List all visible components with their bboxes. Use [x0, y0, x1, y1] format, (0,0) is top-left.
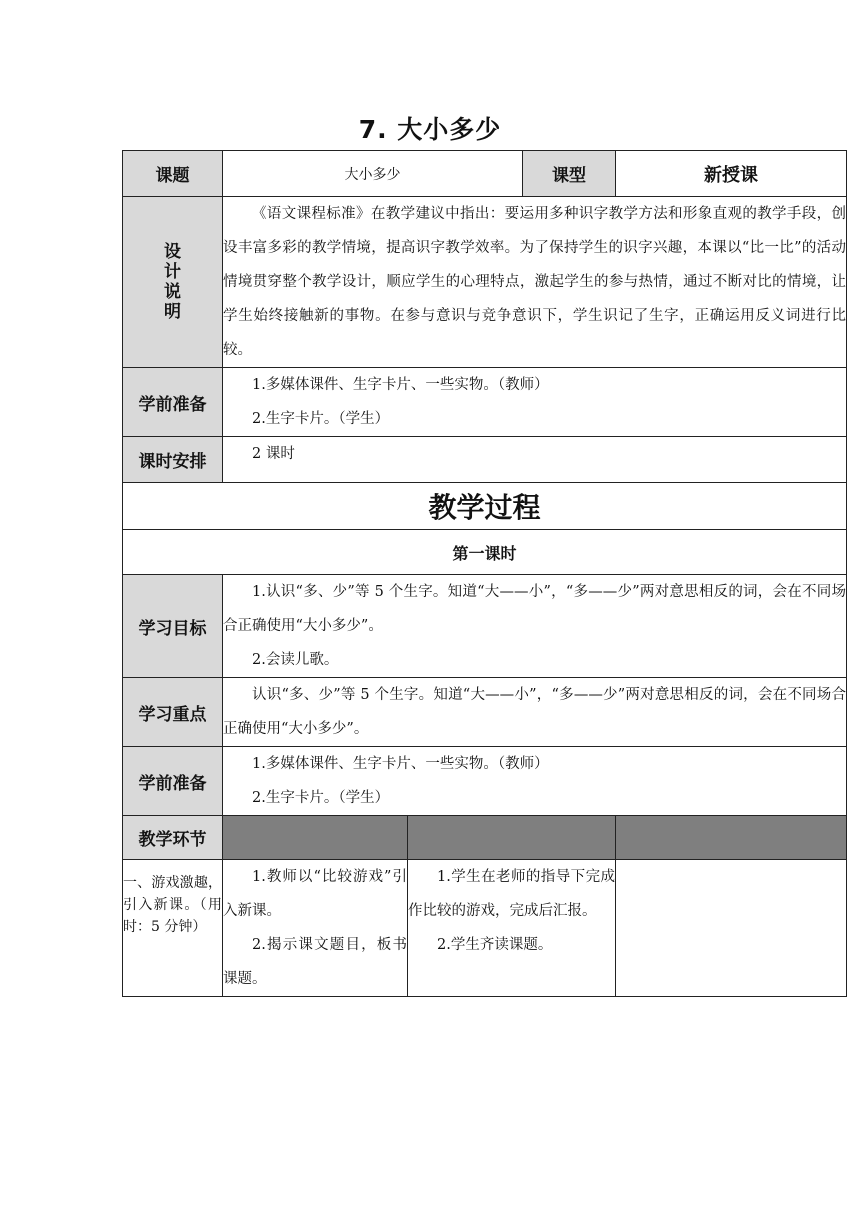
goals-row [123, 575, 847, 678]
prep1-row [123, 368, 847, 437]
topic-row [123, 151, 847, 197]
lesson-title: 第一课时 [123, 530, 847, 575]
schedule-cell [223, 437, 847, 483]
step1-student-1: 1.学生在老师的指导下完成作比较的游戏，完成后汇报。 [408, 869, 615, 919]
design-text-cell [223, 197, 847, 368]
step1-stage: 一、游戏激趣，引入新课。（用时：5 分钟） [123, 860, 223, 997]
process-title-row [123, 483, 847, 530]
type-label: 课型 [523, 151, 616, 197]
prep2-line-2: 2.生字卡片。（学生） [252, 790, 390, 806]
prep2-row [123, 747, 847, 816]
goals-line-2: 2.会读儿歌。 [252, 652, 339, 668]
document-title: 7. 大小多少 [358, 115, 502, 144]
goals-label: 学习目标 [123, 575, 223, 678]
prep2-cell [223, 747, 847, 816]
topic-value: 大小多少 [223, 151, 523, 197]
step1-student-cell [408, 860, 616, 997]
design-label-cell [123, 197, 223, 368]
process-title: 教学过程 [123, 483, 847, 530]
topic-label: 课题 [123, 151, 223, 197]
design-row [123, 197, 847, 368]
step1-teacher-2: 2.揭示课文题目，板书课题。 [223, 937, 407, 987]
steps-header-col4 [616, 816, 847, 860]
schedule-value: 2 课时 [252, 446, 295, 462]
steps-header-col2 [223, 816, 408, 860]
step1-notes [616, 860, 847, 997]
focus-text: 认识“多、少”等 5 个生字。知道“大——小”，“多——少”两对意思相反的词，会在不同场合正确使用“大小多少”。 [223, 687, 846, 737]
steps-header-row [123, 816, 847, 860]
step1-student-2: 2.学生齐读课题。 [437, 937, 553, 953]
design-label: 设计说明 [164, 242, 181, 322]
prep1-line-2: 2.生字卡片。（学生） [252, 411, 390, 427]
focus-label: 学习重点 [123, 678, 223, 747]
steps-header-label: 教学环节 [123, 816, 223, 860]
prep1-line-1: 1.多媒体课件、生字卡片、一些实物。（教师） [252, 377, 549, 393]
goals-cell [223, 575, 847, 678]
goals-line-1: 1.认识“多、少”等 5 个生字。知道“大——小”，“多——少”两对意思相反的词，会在不同场合正确使用“大小多少”。 [223, 584, 846, 634]
step1-teacher-1: 1.教师以“比较游戏”引入新课。 [223, 869, 407, 919]
design-text: 《语文课程标准》在教学建议中指出：要运用多种识字教学方法和形象直观的教学手段，创设丰富多彩的教学情境，提高识字教学效率。为了保持学生的识字兴趣，本课以“比一比”的活动情境贯穿整个教学设计，顺应学生的心理特点，激起学生的参与热情，通过不断对比的情境，让学生始终接触新的事物。在参与意识与竞争意识下，学生识记了生字，正确运用反义词进行比较。 [223, 206, 846, 358]
steps-header-col3 [408, 816, 616, 860]
focus-cell [223, 678, 847, 747]
schedule-label: 课时安排 [123, 437, 223, 483]
lesson-title-row [123, 530, 847, 575]
prep1-cell [223, 368, 847, 437]
type-value: 新授课 [616, 151, 847, 197]
step1-row [123, 860, 847, 997]
step1-teacher-cell [223, 860, 408, 997]
prep2-label: 学前准备 [123, 747, 223, 816]
prep2-line-1: 1.多媒体课件、生字卡片、一些实物。（教师） [252, 756, 549, 772]
prep1-label: 学前准备 [123, 368, 223, 437]
lesson-plan-table [122, 150, 847, 997]
focus-row [123, 678, 847, 747]
schedule-row [123, 437, 847, 483]
